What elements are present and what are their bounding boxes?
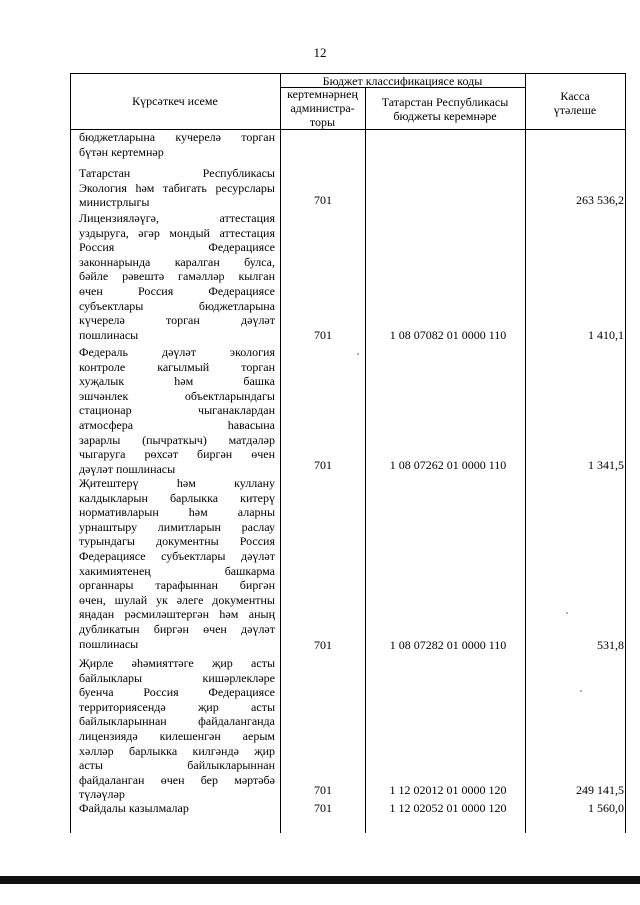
name-line: байлыкларыннан файдаланганда bbox=[79, 714, 275, 729]
name-line: субъектлары бюджетларына bbox=[79, 298, 275, 313]
row-indicator-name bbox=[79, 130, 275, 159]
name-line: бәйле рәвештә гамәлләр кылган bbox=[79, 269, 275, 284]
name-line: нормативларын һәм аларны bbox=[79, 505, 275, 520]
header-revenue-administrator: кертемнәрнең администра- торы bbox=[287, 87, 358, 129]
name-line: яңадан рәсмиләштергән һәм аның bbox=[79, 607, 275, 622]
name-line: Россия Федерациясе bbox=[79, 240, 275, 255]
name-line: байлыклары кишәрлекләре bbox=[79, 670, 275, 685]
name-line: бүтән кертемнәр bbox=[79, 144, 164, 159]
column-divider-budget bbox=[525, 73, 526, 833]
row-admin-code: 701 bbox=[314, 801, 332, 815]
name-line: Җитештерү һәм куллану bbox=[79, 476, 275, 490]
name-line: территориясендә җир асты bbox=[79, 699, 275, 714]
scan-speck bbox=[357, 353, 359, 355]
name-line: Татарстан Республикасы bbox=[79, 166, 275, 180]
scan-speck bbox=[580, 690, 582, 692]
header-indicator-name: Күрсәткеч исеме bbox=[132, 94, 218, 108]
name-line: стационар чыганаклардан bbox=[79, 403, 275, 418]
row-indicator-name bbox=[79, 656, 275, 802]
table-border-right bbox=[625, 73, 626, 833]
row-indicator-name bbox=[79, 211, 275, 342]
name-line: турындагы документны Россия bbox=[79, 534, 275, 549]
name-line: Экология һәм табигать ресурслары bbox=[79, 180, 275, 195]
name-line: Файдалы казылмалар bbox=[79, 801, 189, 815]
budget-table bbox=[70, 73, 626, 833]
row-admin-code: 701 bbox=[314, 638, 332, 652]
name-line: контроле кагылмый торган bbox=[79, 359, 275, 374]
name-line: Лицензияләүгә, аттестация bbox=[79, 211, 275, 225]
row-admin-code: 701 bbox=[314, 193, 332, 207]
row-budget-code: 1 12 02052 01 0000 120 bbox=[389, 801, 507, 815]
name-line: зарарлы (пычраткыч) матдәләр bbox=[79, 432, 275, 447]
name-line: Федераль дәүләт экология bbox=[79, 345, 275, 359]
name-line: эшчәнлек объектларындагы bbox=[79, 388, 275, 403]
name-line: буенча Россия Федерациясе bbox=[79, 685, 275, 700]
header-budget-revenues: Татарстан Республикасы бюджеты керемнәре bbox=[381, 95, 509, 123]
row-cash-amount: 1 410,1 bbox=[588, 328, 624, 342]
scan-speck bbox=[566, 612, 568, 614]
name-line: законнарында каралган булса, bbox=[79, 254, 275, 269]
row-budget-code: 1 08 07282 01 0000 110 bbox=[389, 638, 507, 652]
name-line: Җирле әһәмияттәге җир асты bbox=[79, 656, 275, 670]
row-admin-code: 701 bbox=[314, 458, 332, 472]
name-line: Федерациясе субъектлары дәүләт bbox=[79, 548, 275, 563]
name-line: дәүләт пошлинасы bbox=[79, 461, 176, 476]
row-cash-amount: 263 536,2 bbox=[576, 193, 624, 207]
name-line: дубликатын биргән өчен дәүләт bbox=[79, 621, 275, 636]
row-budget-code: 1 08 07262 01 0000 110 bbox=[389, 458, 507, 472]
name-line: өчен, шулай ук әлеге документны bbox=[79, 592, 275, 607]
header-cash-execution: Касса үтәлеше bbox=[553, 89, 597, 117]
name-line: файдаланган өчен бер мәртәбә bbox=[79, 772, 275, 787]
scan-edge-bar bbox=[0, 876, 640, 884]
row-cash-amount: 1 341,5 bbox=[588, 458, 624, 472]
row-admin-code: 701 bbox=[314, 328, 332, 342]
name-line: урнаштыру лимитларын раслау bbox=[79, 519, 275, 534]
row-indicator-name bbox=[79, 166, 275, 210]
row-cash-amount: 1 560,0 bbox=[588, 801, 624, 815]
table-border-left bbox=[70, 73, 71, 833]
row-indicator-name bbox=[79, 801, 275, 816]
column-divider-name bbox=[280, 73, 281, 833]
name-line: атмосфера һавасына bbox=[79, 417, 275, 432]
name-line: министрлыгы bbox=[79, 195, 150, 210]
name-line: асты байлыкларыннан bbox=[79, 758, 275, 773]
row-indicator-name bbox=[79, 476, 275, 651]
row-cash-amount: 531,8 bbox=[597, 638, 624, 652]
name-line: күчерелә торган дәүләт bbox=[79, 313, 275, 328]
page-number: 12 bbox=[313, 45, 327, 60]
name-line: пошлинасы bbox=[79, 636, 139, 651]
name-line: органнары тарафыннан биргән bbox=[79, 578, 275, 593]
name-line: түләүләр bbox=[79, 787, 125, 802]
name-line: пошлинасы bbox=[79, 327, 139, 342]
name-line: уздыруга, әгәр мондый аттестация bbox=[79, 225, 275, 240]
row-admin-code: 701 bbox=[314, 783, 332, 797]
header-budget-classification: Бюджет классификациясе коды bbox=[322, 74, 483, 88]
row-budget-code: 1 08 07082 01 0000 110 bbox=[389, 328, 507, 342]
name-line: чыгаруга рөхсәт биргән өчен bbox=[79, 447, 275, 462]
name-line: калдыкларын барлыкка китерү bbox=[79, 490, 275, 505]
name-line: хуҗалык һәм башка bbox=[79, 374, 275, 389]
column-divider-admin bbox=[365, 87, 366, 833]
row-budget-code: 1 12 02012 01 0000 120 bbox=[389, 783, 507, 797]
name-line: бюджетларына кучерелә торган bbox=[79, 130, 275, 144]
name-line: хакимиятенең башкарма bbox=[79, 563, 275, 578]
row-indicator-name bbox=[79, 345, 275, 476]
name-line: өчен Россия Федерациясе bbox=[79, 283, 275, 298]
name-line: хәлләр барлыкка килгәндә җир bbox=[79, 743, 275, 758]
row-cash-amount: 249 141,5 bbox=[576, 783, 624, 797]
name-line: лицензиядә килешенгән аерым bbox=[79, 728, 275, 743]
